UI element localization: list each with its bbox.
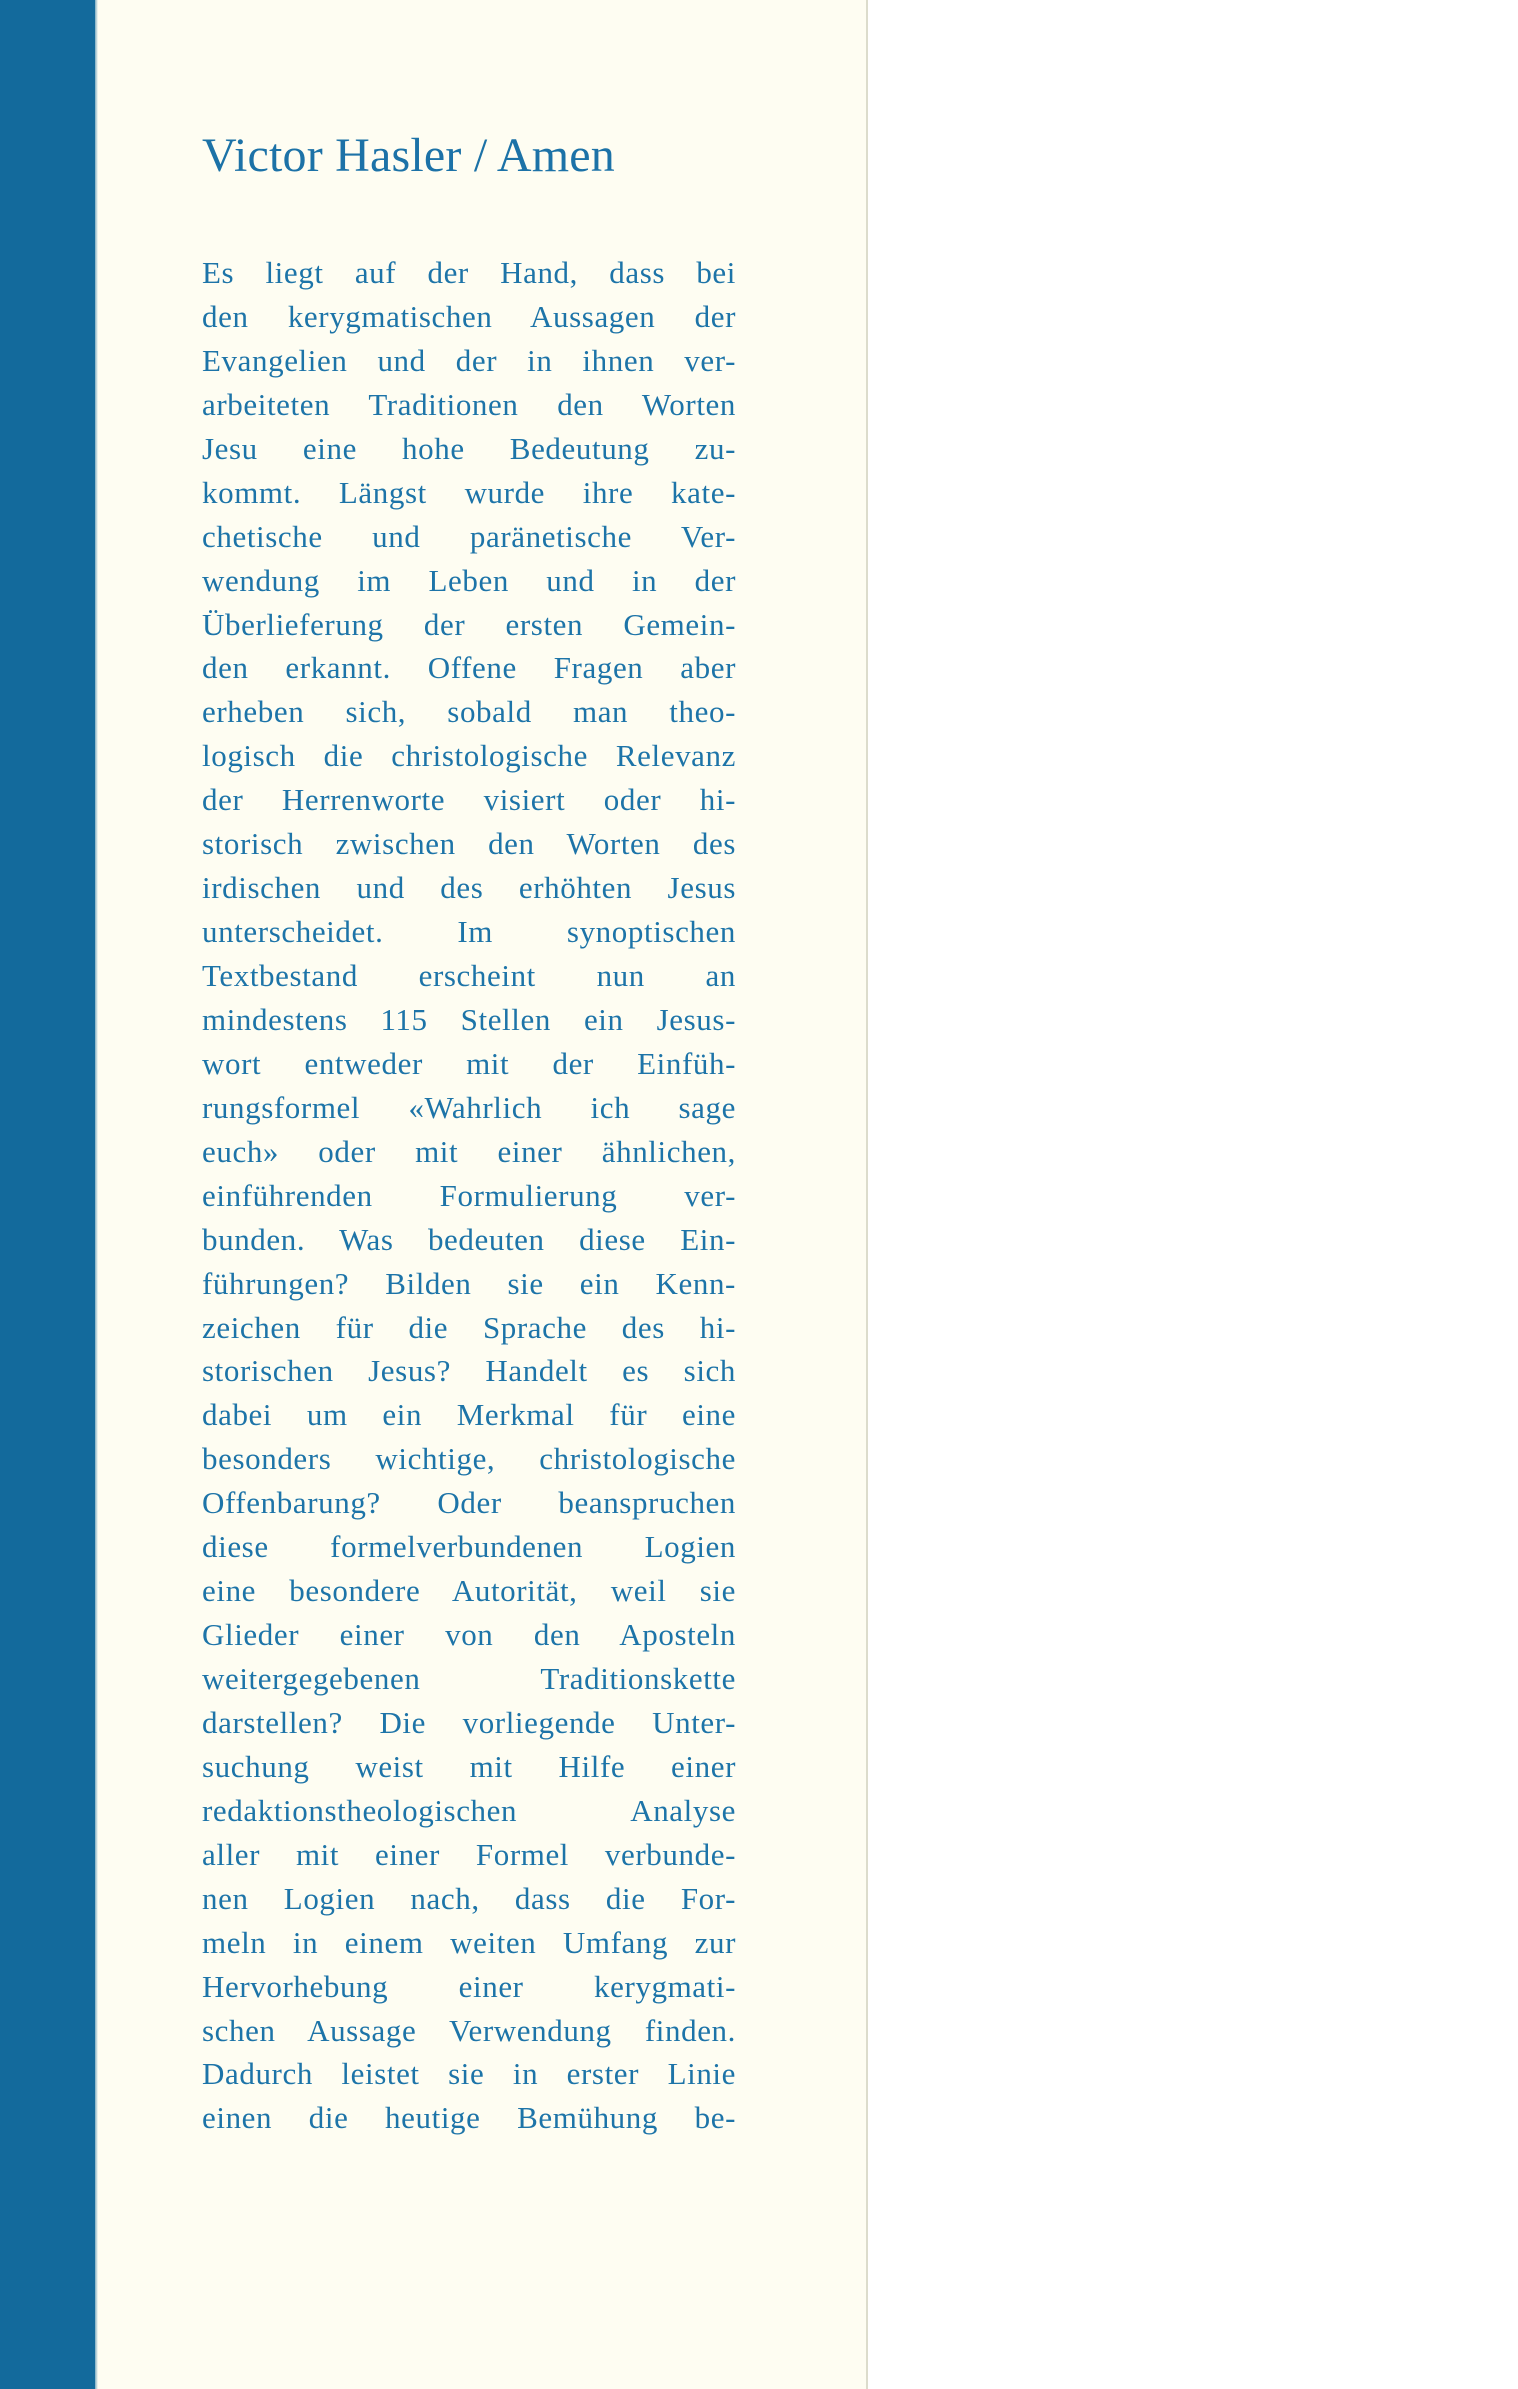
blurb-line: euch» oder mit einer ähnlichen, <box>202 1133 736 1169</box>
blurb-line: besonders wichtige, christologische <box>202 1441 736 1477</box>
blurb-line: nen Logien nach, dass die For- <box>202 1880 736 1916</box>
blurb-line: aller mit einer Formel verbunde- <box>202 1836 736 1872</box>
blurb-line: Überlieferung der ersten Gemein- <box>202 606 736 642</box>
blurb-line: meln in einem weiten Umfang zur <box>202 1924 736 1960</box>
blurb-line: Textbestand erscheint nun an <box>202 958 736 993</box>
blurb-line: einen die heutige Bemühung be- <box>202 2100 736 2136</box>
blurb-line: einführenden Formulierung ver- <box>202 1177 736 1213</box>
blurb-line: darstellen? Die vorliegende Unter- <box>202 1704 736 1740</box>
blurb-line: irdischen und des erhöhten Jesus <box>202 870 736 906</box>
blurb-line: rungsformel «Wahrlich ich sage <box>202 1089 736 1125</box>
blurb-text <box>202 251 736 2140</box>
blurb-line: den kerygmatischen Aussagen der <box>202 298 736 334</box>
blurb-line: Es liegt auf der Hand, dass bei <box>202 255 736 290</box>
blurb-line: führungen? Bilden sie ein Kenn- <box>202 1265 736 1301</box>
blurb-line: Dadurch leistet sie in erster Linie <box>202 2056 736 2092</box>
blurb-line: suchung weist mit Hilfe einer <box>202 1748 736 1784</box>
blurb-line: zeichen für die Sprache des hi- <box>202 1309 736 1345</box>
blurb-line: logisch die christologische Relevanz <box>202 738 736 774</box>
blurb-line: wendung im Leben und in der <box>202 562 736 598</box>
blurb-line: chetische und paränetische Ver- <box>202 518 736 554</box>
blurb-line: redaktionstheologischen Analyse <box>202 1792 736 1828</box>
blurb-line: mindestens 115 Stellen ein Jesus- <box>202 1001 736 1037</box>
blurb-line: unterscheidet. Im synoptischen <box>202 914 736 950</box>
blurb-line: diese formelverbundenen Logien <box>202 1529 736 1565</box>
blurb-line: storisch zwischen den Worten des <box>202 826 736 862</box>
blurb-line: wort entweder mit der Einfüh- <box>202 1045 736 1081</box>
blurb-line: arbeiteten Traditionen den Worten <box>202 386 736 422</box>
blurb-line: Glieder einer von den Aposteln <box>202 1617 736 1653</box>
book-title: Victor Hasler / Amen <box>202 129 616 182</box>
blurb-line: Hervorhebung einer kerygmati- <box>202 1968 736 2004</box>
blurb-line: schen Aussage Verwendung finden. <box>202 2012 736 2048</box>
blurb-line: den erkannt. Offene Fragen aber <box>202 650 736 686</box>
blurb-line: kommt. Längst wurde ihre kate- <box>202 474 736 510</box>
blue-spine-band <box>0 0 95 2389</box>
blank-reverse-side <box>868 0 1518 2389</box>
blurb-line: storischen Jesus? Handelt es sich <box>202 1353 736 1389</box>
blurb-line: dabei um ein Merkmal für eine <box>202 1397 736 1433</box>
blurb-line: Jesu eine hohe Bedeutung zu- <box>202 430 736 466</box>
blurb-line: erheben sich, sobald man theo- <box>202 694 736 730</box>
blurb-line: bunden. Was bedeuten diese Ein- <box>202 1221 736 1257</box>
blurb-line: weitergegebenen Traditionskette <box>202 1661 736 1696</box>
blurb-line: Offenbarung? Oder beanspruchen <box>202 1485 736 1521</box>
blurb-line: eine besondere Autorität, weil sie <box>202 1573 736 1609</box>
blurb-line: Evangelien und der in ihnen ver- <box>202 342 736 378</box>
blurb-line: der Herrenworte visiert oder hi- <box>202 782 736 818</box>
